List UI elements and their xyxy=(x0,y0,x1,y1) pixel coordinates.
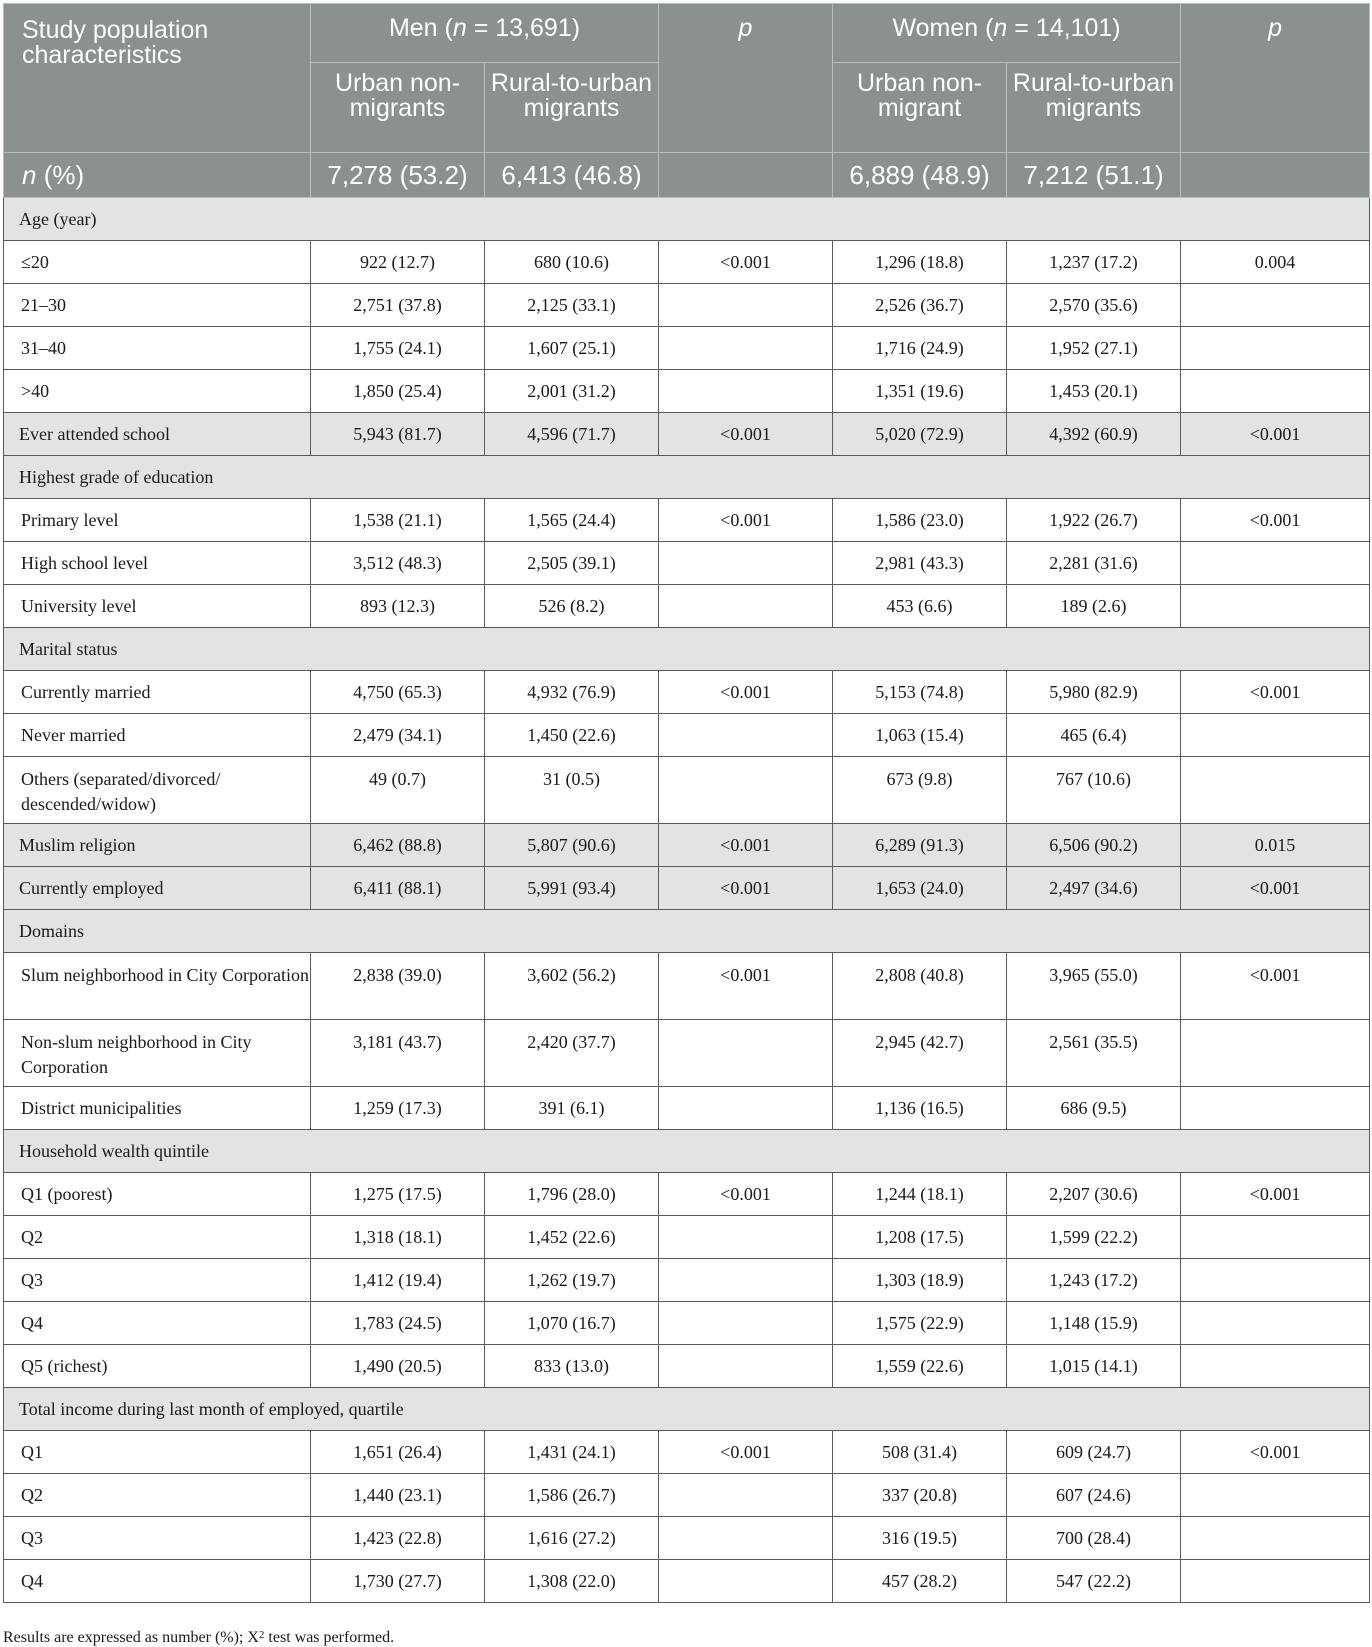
cell-women-p xyxy=(1181,757,1370,824)
cell-men-p xyxy=(659,327,833,370)
cell-men-urban: 1,730 (27.7) xyxy=(311,1560,485,1603)
cell-men-p xyxy=(659,585,833,628)
cell-men-urban: 1,490 (20.5) xyxy=(311,1345,485,1388)
cell-women-urban: 1,586 (23.0) xyxy=(833,499,1007,542)
cell-women-rural: 2,207 (30.6) xyxy=(1007,1173,1181,1216)
cell-women-urban: 5,020 (72.9) xyxy=(833,413,1007,456)
cell-women-urban: 1,575 (22.9) xyxy=(833,1302,1007,1345)
cell-men-p xyxy=(659,1474,833,1517)
cell-women-urban: 457 (28.2) xyxy=(833,1560,1007,1603)
row-label: ≤20 xyxy=(4,241,311,284)
cell-men-rural: 4,932 (76.9) xyxy=(485,671,659,714)
header-men-rural: Rural-to-urban migrants xyxy=(485,63,659,153)
row-label: Q3 xyxy=(4,1517,311,1560)
table-row xyxy=(4,1173,1370,1216)
row-label: Q3 xyxy=(4,1259,311,1302)
cell-men-p xyxy=(659,1020,833,1087)
cell-women-rural: 607 (24.6) xyxy=(1007,1474,1181,1517)
cell-men-rural: 31 (0.5) xyxy=(485,757,659,824)
cell-women-rural: 189 (2.6) xyxy=(1007,585,1181,628)
cell-women-p xyxy=(1181,1216,1370,1259)
cell-women-rural: 1,922 (26.7) xyxy=(1007,499,1181,542)
table-row xyxy=(4,1431,1370,1474)
row-label: Ever attended school xyxy=(4,413,311,456)
cell-women-p: <0.001 xyxy=(1181,953,1370,1020)
cell-men-urban: 1,423 (22.8) xyxy=(311,1517,485,1560)
table-row xyxy=(4,1474,1370,1517)
cell-men-urban: 2,838 (39.0) xyxy=(311,953,485,1020)
cell-men-urban: 2,479 (34.1) xyxy=(311,714,485,757)
section-label: Marital status xyxy=(4,628,1370,671)
cell-men-rural: 2,001 (31.2) xyxy=(485,370,659,413)
table-footnote: Results are expressed as number (%); $X^2$ test was performed. xyxy=(3,1629,395,1646)
cell-women-rural: 1,453 (20.1) xyxy=(1007,370,1181,413)
table-row xyxy=(4,867,1370,910)
cell-women-urban: 6,289 (91.3) xyxy=(833,824,1007,867)
cell-women-p xyxy=(1181,1517,1370,1560)
cell-women-rural: 609 (24.7) xyxy=(1007,1431,1181,1474)
cell-women-urban: 2,981 (43.3) xyxy=(833,542,1007,585)
cell-men-p xyxy=(659,757,833,824)
cell-women-p xyxy=(1181,585,1370,628)
cell-men-p: <0.001 xyxy=(659,413,833,456)
row-label: 31–40 xyxy=(4,327,311,370)
cell-women-urban: 1,303 (18.9) xyxy=(833,1259,1007,1302)
cell-women-p xyxy=(1181,1020,1370,1087)
cell-men-p: <0.001 xyxy=(659,824,833,867)
section-label: Highest grade of education xyxy=(4,456,1370,499)
cell-men-rural: 5,807 (90.6) xyxy=(485,824,659,867)
cell-women-urban: 508 (31.4) xyxy=(833,1431,1007,1474)
table-row xyxy=(4,1345,1370,1388)
cell-women-p: <0.001 xyxy=(1181,867,1370,910)
cell-men-p: <0.001 xyxy=(659,671,833,714)
cell-men-urban: 1,755 (24.1) xyxy=(311,327,485,370)
cell-men-rural: 1,452 (22.6) xyxy=(485,1216,659,1259)
cell-women-rural: 5,980 (82.9) xyxy=(1007,671,1181,714)
cell-men-rural: 1,565 (24.4) xyxy=(485,499,659,542)
cell-women-p xyxy=(1181,1259,1370,1302)
table-row xyxy=(4,241,1370,284)
header-n-women-p xyxy=(1181,153,1370,198)
cell-men-urban: 6,462 (88.8) xyxy=(311,824,485,867)
cell-men-rural: 4,596 (71.7) xyxy=(485,413,659,456)
cell-women-p: <0.001 xyxy=(1181,413,1370,456)
cell-men-p xyxy=(659,1259,833,1302)
cell-men-urban: 49 (0.7) xyxy=(311,757,485,824)
cell-women-urban: 316 (19.5) xyxy=(833,1517,1007,1560)
cell-women-urban: 1,351 (19.6) xyxy=(833,370,1007,413)
table-row xyxy=(4,413,1370,456)
cell-women-p xyxy=(1181,1474,1370,1517)
cell-women-rural: 1,148 (15.9) xyxy=(1007,1302,1181,1345)
row-label: 21–30 xyxy=(4,284,311,327)
cell-women-p: <0.001 xyxy=(1181,671,1370,714)
cell-men-p: <0.001 xyxy=(659,499,833,542)
table-row xyxy=(4,1560,1370,1603)
cell-women-rural: 547 (22.2) xyxy=(1007,1560,1181,1603)
cell-women-p xyxy=(1181,370,1370,413)
cell-women-urban: 2,945 (42.7) xyxy=(833,1020,1007,1087)
cell-women-p xyxy=(1181,1345,1370,1388)
cell-men-rural: 391 (6.1) xyxy=(485,1087,659,1130)
cell-men-urban: 3,181 (43.7) xyxy=(311,1020,485,1087)
cell-women-p xyxy=(1181,542,1370,585)
cell-women-urban: 337 (20.8) xyxy=(833,1474,1007,1517)
cell-women-urban: 5,153 (74.8) xyxy=(833,671,1007,714)
cell-women-urban: 453 (6.6) xyxy=(833,585,1007,628)
cell-women-rural: 2,561 (35.5) xyxy=(1007,1020,1181,1087)
row-label: Others (separated/divorced/ descended/widow) xyxy=(4,757,311,824)
cell-men-urban: 1,259 (17.3) xyxy=(311,1087,485,1130)
row-label: >40 xyxy=(4,370,311,413)
cell-men-p: <0.001 xyxy=(659,953,833,1020)
cell-women-p xyxy=(1181,327,1370,370)
section-row xyxy=(4,910,1370,953)
row-label: Q1 xyxy=(4,1431,311,1474)
row-label: Q4 xyxy=(4,1302,311,1345)
section-row xyxy=(4,1130,1370,1173)
header-n-women-rural: 7,212 (51.1) xyxy=(1007,153,1181,198)
cell-women-p xyxy=(1181,284,1370,327)
cell-men-urban: 1,651 (26.4) xyxy=(311,1431,485,1474)
cell-men-rural: 1,262 (19.7) xyxy=(485,1259,659,1302)
cell-women-urban: 1,559 (22.6) xyxy=(833,1345,1007,1388)
cell-women-rural: 1,015 (14.1) xyxy=(1007,1345,1181,1388)
table-row xyxy=(4,1087,1370,1130)
table-row xyxy=(4,327,1370,370)
cell-men-p xyxy=(659,1216,833,1259)
cell-women-urban: 2,526 (36.7) xyxy=(833,284,1007,327)
section-label: Total income during last month of employed, quartile xyxy=(4,1388,1370,1431)
cell-women-rural: 465 (6.4) xyxy=(1007,714,1181,757)
table-row xyxy=(4,585,1370,628)
cell-women-rural: 1,952 (27.1) xyxy=(1007,327,1181,370)
cell-men-rural: 833 (13.0) xyxy=(485,1345,659,1388)
header-men-p: p xyxy=(659,4,833,153)
cell-men-urban: 1,412 (19.4) xyxy=(311,1259,485,1302)
row-label: University level xyxy=(4,585,311,628)
header-women-p: p xyxy=(1181,4,1370,153)
row-label: High school level xyxy=(4,542,311,585)
row-label: Q5 (richest) xyxy=(4,1345,311,1388)
cell-men-rural: 1,450 (22.6) xyxy=(485,714,659,757)
table-row xyxy=(4,757,1370,824)
cell-women-rural: 4,392 (60.9) xyxy=(1007,413,1181,456)
cell-men-p: <0.001 xyxy=(659,1431,833,1474)
cell-men-rural: 1,616 (27.2) xyxy=(485,1517,659,1560)
cell-men-p xyxy=(659,542,833,585)
cell-men-rural: 1,607 (25.1) xyxy=(485,327,659,370)
row-label: Muslim religion xyxy=(4,824,311,867)
cell-men-rural: 5,991 (93.4) xyxy=(485,867,659,910)
cell-women-rural: 6,506 (90.2) xyxy=(1007,824,1181,867)
table-row xyxy=(4,370,1370,413)
cell-women-urban: 1,653 (24.0) xyxy=(833,867,1007,910)
cell-women-rural: 3,965 (55.0) xyxy=(1007,953,1181,1020)
cell-women-rural: 2,281 (31.6) xyxy=(1007,542,1181,585)
cell-men-rural: 2,505 (39.1) xyxy=(485,542,659,585)
row-label: Q1 (poorest) xyxy=(4,1173,311,1216)
cell-men-urban: 1,538 (21.1) xyxy=(311,499,485,542)
cell-men-urban: 5,943 (81.7) xyxy=(311,413,485,456)
table-row xyxy=(4,1216,1370,1259)
table-body xyxy=(4,198,1370,1603)
header-women-rural: Rural-to-urban migrants xyxy=(1007,63,1181,153)
table-row xyxy=(4,824,1370,867)
cell-men-p xyxy=(659,1345,833,1388)
cell-men-rural: 1,586 (26.7) xyxy=(485,1474,659,1517)
cell-men-p xyxy=(659,1087,833,1130)
cell-men-p: <0.001 xyxy=(659,867,833,910)
cell-men-p xyxy=(659,284,833,327)
row-label: Q2 xyxy=(4,1216,311,1259)
table-row xyxy=(4,499,1370,542)
cell-women-urban: 1,244 (18.1) xyxy=(833,1173,1007,1216)
cell-men-p xyxy=(659,1560,833,1603)
section-label: Household wealth quintile xyxy=(4,1130,1370,1173)
row-label: Q2 xyxy=(4,1474,311,1517)
cell-women-p xyxy=(1181,1087,1370,1130)
header-men-group: Men (n = 13,691) xyxy=(311,4,659,63)
characteristics-table-container xyxy=(3,3,1369,1603)
cell-men-urban: 922 (12.7) xyxy=(311,241,485,284)
cell-women-urban: 1,063 (15.4) xyxy=(833,714,1007,757)
cell-women-urban: 2,808 (40.8) xyxy=(833,953,1007,1020)
cell-men-urban: 1,783 (24.5) xyxy=(311,1302,485,1345)
cell-men-urban: 3,512 (48.3) xyxy=(311,542,485,585)
cell-men-rural: 1,070 (16.7) xyxy=(485,1302,659,1345)
row-label: Currently married xyxy=(4,671,311,714)
section-row xyxy=(4,198,1370,241)
header-n-label: n (%) xyxy=(4,153,311,198)
cell-women-rural: 1,243 (17.2) xyxy=(1007,1259,1181,1302)
cell-men-urban: 6,411 (88.1) xyxy=(311,867,485,910)
header-n-women-urban: 6,889 (48.9) xyxy=(833,153,1007,198)
cell-men-urban: 2,751 (37.8) xyxy=(311,284,485,327)
section-row xyxy=(4,628,1370,671)
header-men-urban: Urban non-migrants xyxy=(311,63,485,153)
table-header xyxy=(4,4,1370,198)
cell-men-urban: 4,750 (65.3) xyxy=(311,671,485,714)
row-label: Non-slum neighborhood in City Corporation xyxy=(4,1020,311,1087)
header-n-men-rural: 6,413 (46.8) xyxy=(485,153,659,198)
table-row xyxy=(4,953,1370,1020)
table-row xyxy=(4,714,1370,757)
cell-women-rural: 700 (28.4) xyxy=(1007,1517,1181,1560)
cell-men-urban: 1,318 (18.1) xyxy=(311,1216,485,1259)
row-label: Slum neighborhood in City Corporation xyxy=(4,953,311,1020)
header-n-men-p xyxy=(659,153,833,198)
row-label: Currently employed xyxy=(4,867,311,910)
cell-women-urban: 1,296 (18.8) xyxy=(833,241,1007,284)
cell-men-urban: 1,275 (17.5) xyxy=(311,1173,485,1216)
cell-men-urban: 1,440 (23.1) xyxy=(311,1474,485,1517)
cell-men-rural: 1,796 (28.0) xyxy=(485,1173,659,1216)
cell-men-p xyxy=(659,1517,833,1560)
row-label: Q4 xyxy=(4,1560,311,1603)
characteristics-table xyxy=(3,3,1370,1603)
cell-men-p: <0.001 xyxy=(659,1173,833,1216)
cell-men-p xyxy=(659,1302,833,1345)
cell-men-rural: 526 (8.2) xyxy=(485,585,659,628)
table-row xyxy=(4,1020,1370,1087)
cell-men-rural: 1,308 (22.0) xyxy=(485,1560,659,1603)
table-row xyxy=(4,671,1370,714)
cell-women-p: 0.015 xyxy=(1181,824,1370,867)
cell-women-p: <0.001 xyxy=(1181,1431,1370,1474)
header-women-group: Women (n = 14,101) xyxy=(833,4,1181,63)
cell-women-rural: 2,570 (35.6) xyxy=(1007,284,1181,327)
cell-women-rural: 2,497 (34.6) xyxy=(1007,867,1181,910)
section-label: Domains xyxy=(4,910,1370,953)
table-row xyxy=(4,284,1370,327)
cell-men-rural: 2,420 (37.7) xyxy=(485,1020,659,1087)
cell-women-urban: 1,716 (24.9) xyxy=(833,327,1007,370)
row-label: Primary level xyxy=(4,499,311,542)
cell-men-urban: 1,850 (25.4) xyxy=(311,370,485,413)
cell-women-p xyxy=(1181,714,1370,757)
section-label: Age (year) xyxy=(4,198,1370,241)
cell-women-urban: 673 (9.8) xyxy=(833,757,1007,824)
cell-men-rural: 2,125 (33.1) xyxy=(485,284,659,327)
header-characteristics: Study population characteristics xyxy=(4,4,311,153)
cell-women-p: <0.001 xyxy=(1181,499,1370,542)
cell-men-rural: 680 (10.6) xyxy=(485,241,659,284)
cell-women-rural: 1,599 (22.2) xyxy=(1007,1216,1181,1259)
cell-women-rural: 767 (10.6) xyxy=(1007,757,1181,824)
cell-women-p: 0.004 xyxy=(1181,241,1370,284)
header-n-men-urban: 7,278 (53.2) xyxy=(311,153,485,198)
section-row xyxy=(4,1388,1370,1431)
section-row xyxy=(4,456,1370,499)
row-label: Never married xyxy=(4,714,311,757)
cell-women-urban: 1,208 (17.5) xyxy=(833,1216,1007,1259)
cell-men-rural: 3,602 (56.2) xyxy=(485,953,659,1020)
cell-men-rural: 1,431 (24.1) xyxy=(485,1431,659,1474)
cell-men-p xyxy=(659,714,833,757)
table-row xyxy=(4,1259,1370,1302)
cell-women-rural: 1,237 (17.2) xyxy=(1007,241,1181,284)
table-row xyxy=(4,1517,1370,1560)
row-label: District municipalities xyxy=(4,1087,311,1130)
header-women-urban: Urban non-migrant xyxy=(833,63,1007,153)
cell-women-rural: 686 (9.5) xyxy=(1007,1087,1181,1130)
cell-men-p: <0.001 xyxy=(659,241,833,284)
cell-women-p xyxy=(1181,1560,1370,1603)
cell-women-p xyxy=(1181,1302,1370,1345)
cell-women-p: <0.001 xyxy=(1181,1173,1370,1216)
cell-women-urban: 1,136 (16.5) xyxy=(833,1087,1007,1130)
table-row xyxy=(4,1302,1370,1345)
table-row xyxy=(4,542,1370,585)
cell-men-urban: 893 (12.3) xyxy=(311,585,485,628)
cell-men-p xyxy=(659,370,833,413)
